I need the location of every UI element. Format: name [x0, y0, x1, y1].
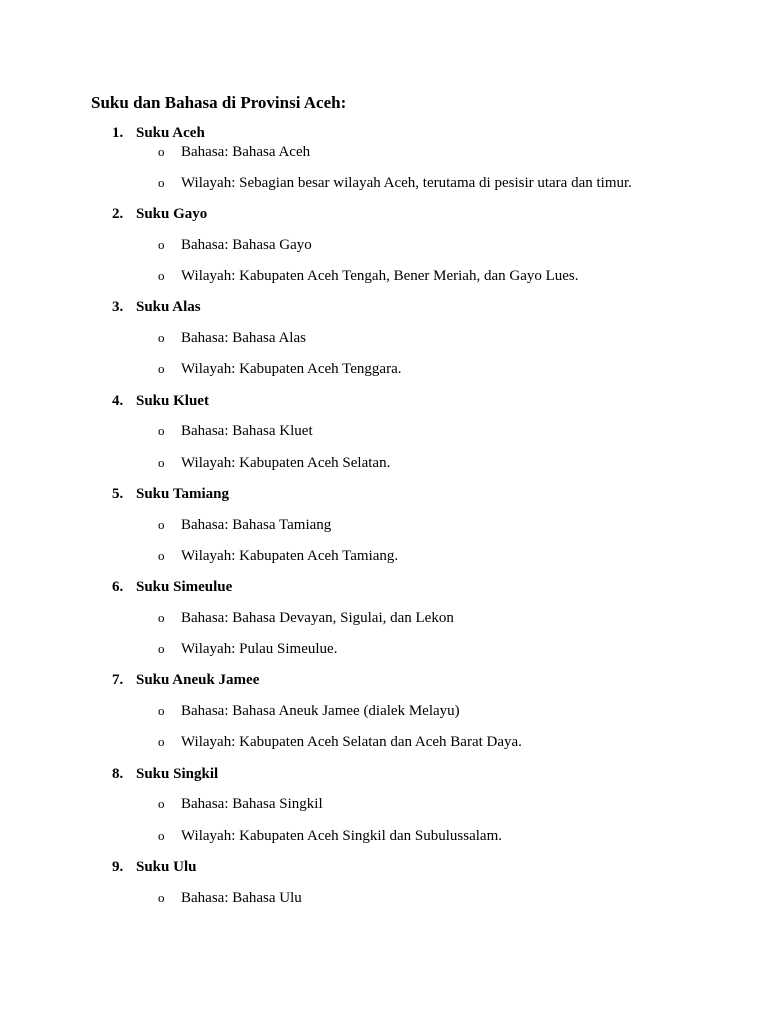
- bullet-icon: o: [158, 144, 165, 159]
- ethnic-group-name: Suku Ulu: [136, 859, 197, 875]
- ethnic-group-name: Suku Aneuk Jamee: [136, 672, 260, 688]
- detail-text: Bahasa: Bahasa Devayan, Sigulai, dan Lekon: [181, 610, 454, 626]
- detail-text: Wilayah: Kabupaten Aceh Tamiang.: [181, 548, 399, 564]
- detail-item: [158, 796, 323, 813]
- detail-item: [158, 175, 632, 192]
- item-number: 9.: [112, 859, 124, 875]
- bullet-icon: o: [158, 828, 165, 843]
- detail-text: Bahasa: Bahasa Aneuk Jamee (dialek Melayu): [181, 703, 460, 719]
- bullet-icon: o: [158, 890, 165, 905]
- detail-item: [158, 361, 401, 378]
- ethnic-group-name: Suku Simeulue: [136, 579, 233, 595]
- ethnic-group-name: Suku Tamiang: [136, 486, 229, 502]
- detail-text: Wilayah: Kabupaten Aceh Selatan dan Aceh Barat Daya.: [181, 734, 522, 750]
- detail-text: Bahasa: Bahasa Tamiang: [181, 517, 332, 533]
- bullet-icon: o: [158, 330, 165, 345]
- detail-text: Bahasa: Bahasa Alas: [181, 330, 306, 346]
- ethnic-group-name: Suku Alas: [136, 299, 201, 315]
- bullet-icon: o: [158, 423, 165, 438]
- item-number: 6.: [112, 579, 124, 595]
- detail-text: Wilayah: Kabupaten Aceh Tenggara.: [181, 361, 402, 377]
- detail-item: [158, 237, 312, 254]
- detail-text: Bahasa: Bahasa Aceh: [181, 144, 311, 160]
- item-number: 2.: [112, 206, 124, 222]
- bullet-icon: o: [158, 734, 165, 749]
- bullet-icon: o: [158, 517, 165, 532]
- detail-item: [158, 144, 310, 161]
- detail-text: Wilayah: Kabupaten Aceh Selatan.: [181, 455, 391, 471]
- detail-item: [158, 330, 306, 347]
- bullet-icon: o: [158, 455, 165, 470]
- item-number: 8.: [112, 766, 124, 782]
- ethnic-group-item: [112, 206, 207, 223]
- detail-item: [158, 455, 390, 472]
- ethnic-group-item: [112, 299, 201, 316]
- ethnic-group-item: [112, 393, 209, 410]
- ethnic-group-item: [112, 486, 229, 503]
- detail-text: Wilayah: Kabupaten Aceh Tengah, Bener Meriah, dan Gayo Lues.: [181, 268, 579, 284]
- bullet-icon: o: [158, 175, 165, 190]
- detail-item: [158, 828, 502, 845]
- detail-item: [158, 423, 313, 440]
- bullet-icon: o: [158, 237, 165, 252]
- detail-item: [158, 517, 331, 534]
- detail-text: Bahasa: Bahasa Kluet: [181, 423, 313, 439]
- detail-item: [158, 890, 302, 907]
- detail-item: [158, 734, 522, 751]
- ethnic-group-name: Suku Gayo: [136, 206, 208, 222]
- detail-item: [158, 268, 579, 285]
- ethnic-group-name: Suku Kluet: [136, 393, 209, 409]
- ethnic-group-name: Suku Aceh: [136, 125, 205, 141]
- detail-item: [158, 703, 460, 720]
- ethnic-group-item: [112, 579, 232, 596]
- detail-text: Bahasa: Bahasa Singkil: [181, 796, 323, 812]
- bullet-icon: o: [158, 703, 165, 718]
- ethnic-group-item: [112, 859, 196, 876]
- bullet-icon: o: [158, 268, 165, 283]
- bullet-icon: o: [158, 610, 165, 625]
- ethnic-group-name: Suku Singkil: [136, 766, 219, 782]
- detail-item: [158, 610, 454, 627]
- bullet-icon: o: [158, 641, 165, 656]
- ethnic-group-item: [112, 766, 218, 783]
- detail-item: [158, 641, 337, 658]
- item-number: 3.: [112, 299, 124, 315]
- detail-item: [158, 548, 398, 565]
- detail-text: Bahasa: Bahasa Ulu: [181, 890, 302, 906]
- detail-text: Wilayah: Kabupaten Aceh Singkil dan Subulussalam.: [181, 828, 503, 844]
- item-number: 1.: [112, 125, 124, 141]
- document-title: Suku dan Bahasa di Provinsi Aceh:: [91, 93, 347, 112]
- bullet-icon: o: [158, 796, 165, 811]
- item-number: 5.: [112, 486, 124, 502]
- ethnic-group-item: [112, 125, 205, 142]
- detail-text: Bahasa: Bahasa Gayo: [181, 237, 312, 253]
- bullet-icon: o: [158, 361, 165, 376]
- item-number: 7.: [112, 672, 124, 688]
- detail-text: Wilayah: Pulau Simeulue.: [181, 641, 338, 657]
- detail-text: Wilayah: Sebagian besar wilayah Aceh, terutama di pesisir utara dan timur.: [181, 175, 632, 191]
- item-number: 4.: [112, 393, 124, 409]
- bullet-icon: o: [158, 548, 165, 563]
- ethnic-group-item: [112, 672, 259, 689]
